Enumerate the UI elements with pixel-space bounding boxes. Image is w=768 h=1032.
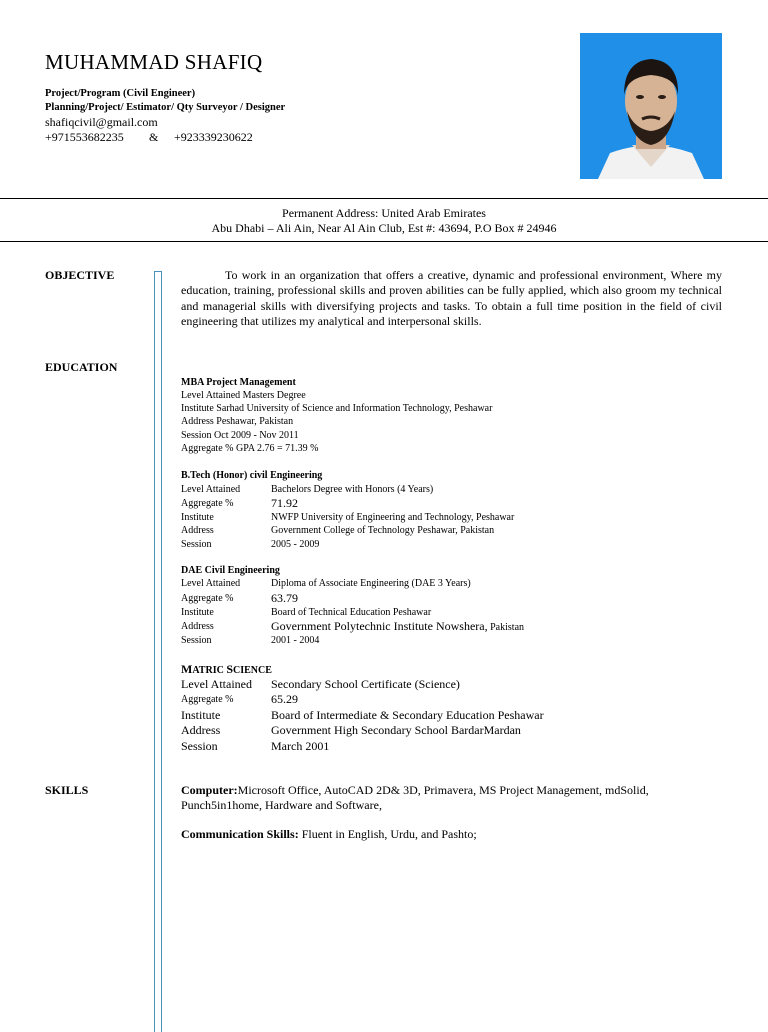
computer-skills-label: Computer: [181,783,238,797]
dae-value: Board of Technical Education Peshawar [271,607,432,618]
objective-text [181,268,722,329]
phone-2: +923339230622 [174,130,253,144]
communication-skills [181,827,722,842]
divider-top [0,198,768,199]
matric-label: Institute [181,708,221,722]
degree-title-mba: MBA Project Management [181,377,296,388]
candidate-name: MUHAMMAD SHAFIQ [45,50,263,74]
skills-heading: SKILLS [45,783,89,797]
btech-value: Bachelors Degree with Honors (4 Years) [271,484,434,495]
matric-value: Secondary School Certificate (Science) [271,677,460,691]
matric-value: Government High Secondary School BardarMardan [271,723,521,737]
address-line-1: Permanent Address: United Arab Emirates [282,206,486,220]
dae-label: Institute [181,607,214,618]
communication-skills-label: Communication Skills: [181,827,299,841]
dae-label: Aggregate % [181,593,234,604]
objective-body: To work in an organization that offers a creative, dynamic and professional environment, Where my education, training, professional skills and proven abilities can be fully applied, which also groom my technical and managerial skills with diversifying projects and tasks. To obtain a full time position in the field of civil engineering that utilizes my analytical and interpersonal skills. [181,268,722,328]
job-title-line-2: Planning/Project/ Estimator/ Qty Surveyor / Designer [45,102,286,113]
degree-title-matric: MATRIC SCIENCE [181,662,272,676]
matric-label: Address [181,723,221,737]
btech-value: 71.92 [271,496,298,510]
communication-skills-text: Fluent in English, Urdu, and Pashto; [298,827,477,841]
email: shafiqcivil@gmail.com [45,115,158,129]
computer-skills-text: Microsoft Office, AutoCAD 2D& 3D, Primavera, MS Project Management, mdSolid, Punch5in1home, Hardware and Software, [181,783,649,812]
profile-photo [580,33,722,179]
divider-bottom [0,241,768,242]
degree-title-dae: DAE Civil Engineering [181,565,280,576]
matric-value: Board of Intermediate & Secondary Education Peshawar [271,708,544,722]
matric-value: 65.29 [271,692,298,706]
phone-1: +971553682235 [45,130,124,144]
degree-title-btech: B.Tech (Honor) civil Engineering [181,470,323,481]
dae-value [271,619,524,634]
btech-label: Level Attained [181,484,241,495]
dae-address-country: Pakistan [487,622,525,633]
mba-line: Address Peshawar, Pakistan [181,416,294,427]
matric-label: Level Attained [181,677,252,691]
objective-heading: OBJECTIVE [45,268,115,282]
portrait-image [580,33,722,179]
btech-label: Institute [181,512,214,523]
matric-value: March 2001 [271,739,330,753]
btech-value: Government College of Technology Peshawar, Pakistan [271,525,495,536]
matric-label: Session [181,739,218,753]
mba-line: Aggregate % GPA 2.76 = 71.39 % [181,443,319,454]
btech-label: Address [181,525,214,536]
dae-value: 2001 - 2004 [271,635,320,646]
dae-value: 63.79 [271,591,298,605]
address-line-2: Abu Dhabi – Ali Ain, Near Al Ain Club, Est #: 43694, P.O Box # 24946 [211,221,557,235]
btech-value: NWFP University of Engineering and Technology, Peshawar [271,512,515,523]
dae-label: Address [181,621,214,632]
dae-address: Government Polytechnic Institute Nowshera, [271,619,488,633]
dae-value: Diploma of Associate Engineering (DAE 3 Years) [271,578,471,589]
phone-separator: & [149,130,159,144]
btech-label: Session [181,539,212,550]
education-heading: EDUCATION [45,360,118,374]
mba-line: Session Oct 2009 - Nov 2011 [181,430,299,441]
matric-label: Aggregate % [181,694,234,705]
dae-label: Session [181,635,212,646]
mba-line: Level Attained Masters Degree [181,390,306,401]
btech-label: Aggregate % [181,498,234,509]
computer-skills [181,783,722,813]
dae-label: Level Attained [181,578,241,589]
job-title-line-1: Project/Program (Civil Engineer) [45,88,196,99]
btech-value: 2005 - 2009 [271,539,320,550]
mba-line: Institute Sarhad University of Science and Information Technology, Peshawar [181,403,493,414]
section-bracket [154,271,162,1032]
